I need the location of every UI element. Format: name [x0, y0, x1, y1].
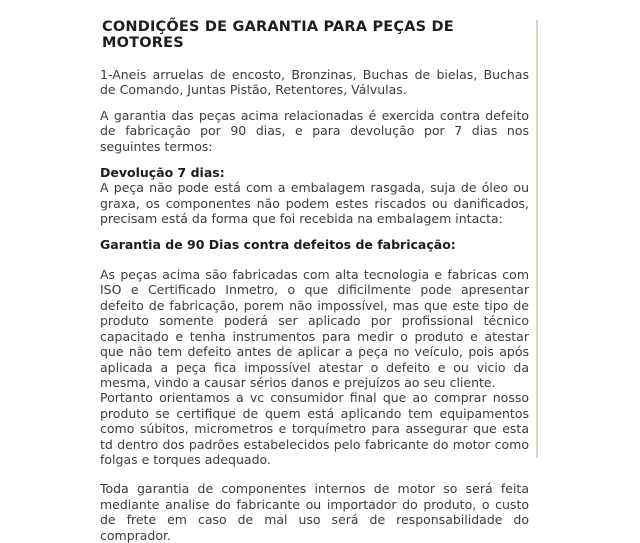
page-right-border-divider — [536, 20, 538, 458]
warranty-intro-paragraph: A garantia das peças acima relacionadas é exercida contra defeito de fabricação por 90 dias, e para devolução por 7 dias nos seguintes termos: — [100, 107, 529, 154]
garantia-paragraph-1: As peças acima são fabricadas com alta tecnologia e fabricas com ISO e Certificado Inmetro, o que dificilmente pode apresentar defeito de fabricação, porem não impossível, mas que este tipo de produto somente poderá ser aplicado por profissional técnico capacitado e tenha instrumentos para medir o produto e atestar que não tem defeito antes de aplicar a peça no veículo, pois após aplicada a peça fica impossível atestar o defeito e ou vicio da mesma, vindo a causar sérios danos e prejuízos ao seu cliente. — [100, 267, 529, 390]
garantia-paragraph-2: Portanto orientamos a vc consumidor final que ao comprar nosso produto se certifique de quem está aplicando tem equipamentos como súbitos, micrometros e torquímetro para assegurar que esta td dentro dos padrões estabelecidos pelo fabricante do motor como folgas e torques adequado. — [100, 390, 529, 467]
devolucao-heading: Devolução 7 dias: — [100, 165, 225, 181]
final-note-paragraph: Toda garantia de componentes internos de motor so será feita mediante analise do fabricante ou importador do produto, o custo de frete em caso de mal uso será de responsabilidade do comprador. — [100, 481, 529, 543]
page-title: CONDIÇÕES DE GARANTIA PARA PEÇAS DE MOTORES — [102, 19, 454, 51]
parts-list-paragraph: 1-Aneis arruelas de encosto, Bronzinas, Buchas de bielas, Buchas de Comando, Juntas Pistão, Retentores, Válvulas. — [100, 67, 529, 98]
devolucao-paragraph: A peça não pode está com a embalagem rasgada, suja de óleo ou graxa, os componentes não podem estes riscados ou danificados, precisam está da forma que foi recebida na embalagem intacta: — [100, 180, 529, 227]
garantia-heading: Garantia de 90 Dias contra defeitos de fabricação: — [100, 236, 456, 252]
page-content — [100, 19, 529, 543]
